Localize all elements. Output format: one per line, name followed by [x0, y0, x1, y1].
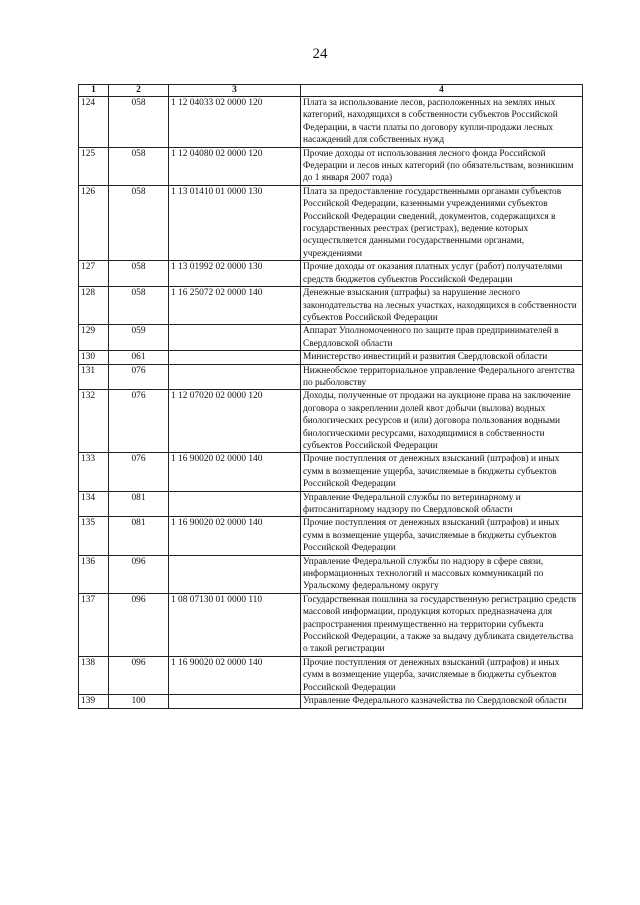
row-budget-code: 1 12 07020 02 0000 120 [169, 390, 301, 453]
row-description: Нижнеобское территориальное управление Федерального агентства по рыболовству [301, 364, 583, 390]
row-admin-code: 096 [109, 593, 169, 656]
row-description: Доходы, полученные от продажи на аукционе права на заключение договора о закреплении долей квот добычи (вылова) водных биологических ресурсов и (или) договора пользования водными биологическими ресурсами, находящимися в собственности субъектов Российской Федерации [301, 390, 583, 453]
table-row [79, 453, 583, 491]
row-admin-code: 076 [109, 453, 169, 491]
row-budget-code [169, 325, 301, 351]
row-budget-code: 1 12 04080 02 0000 120 [169, 147, 301, 185]
row-number: 135 [79, 517, 109, 555]
row-budget-code: 1 16 90020 02 0000 140 [169, 453, 301, 491]
row-description: Плата за предоставление государственными органами субъектов Российской Федерации, казенными учреждениями субъектов Российской Федерации сведений, документов, содержащихся в государственных реестрах (регистрах), ведение которых осуществляется данными государственными органами, учреждениями [301, 185, 583, 260]
row-number: 132 [79, 390, 109, 453]
row-budget-code [169, 351, 301, 364]
row-budget-code [169, 555, 301, 593]
row-admin-code: 059 [109, 325, 169, 351]
row-number: 127 [79, 261, 109, 287]
row-description: Управление Федерального казначейства по Свердловской области [301, 695, 583, 708]
column-header-description: 4 [301, 85, 583, 97]
table-row [79, 325, 583, 351]
table-row [79, 97, 583, 148]
table-row [79, 555, 583, 593]
table-row [79, 261, 583, 287]
row-number: 130 [79, 351, 109, 364]
row-number: 126 [79, 185, 109, 260]
row-budget-code: 1 16 90020 02 0000 140 [169, 656, 301, 694]
row-budget-code: 1 12 04033 02 0000 120 [169, 97, 301, 148]
page-number: 24 [312, 46, 328, 62]
row-admin-code: 058 [109, 97, 169, 148]
table-row [79, 147, 583, 185]
row-description: Прочие доходы от использования лесного фонда Российской Федерации и лесов иных категорий (по обязательствам, возникшим до 1 января 2007 года) [301, 147, 583, 185]
row-number: 125 [79, 147, 109, 185]
row-description: Аппарат Уполномоченного по защите прав предпринимателей в Свердловской области [301, 325, 583, 351]
row-admin-code: 096 [109, 555, 169, 593]
row-description: Прочие поступления от денежных взысканий (штрафов) и иных сумм в возмещение ущерба, зачисляемые в бюджеты субъектов Российской Федерации [301, 656, 583, 694]
table-row [79, 695, 583, 708]
row-admin-code: 058 [109, 261, 169, 287]
row-budget-code: 1 16 90020 02 0000 140 [169, 517, 301, 555]
row-description: Управление Федеральной службы по надзору в сфере связи, информационных технологий и массовых коммуникаций по Уральскому федеральному округу [301, 555, 583, 593]
column-header-admin-code: 2 [109, 85, 169, 97]
table-row [79, 351, 583, 364]
table-row [79, 364, 583, 390]
row-admin-code: 076 [109, 390, 169, 453]
table-row [79, 517, 583, 555]
row-budget-code: 1 13 01992 02 0000 130 [169, 261, 301, 287]
row-admin-code: 058 [109, 147, 169, 185]
row-admin-code: 076 [109, 364, 169, 390]
row-admin-code: 058 [109, 185, 169, 260]
row-number: 129 [79, 325, 109, 351]
column-header-budget-code: 3 [169, 85, 301, 97]
table-row [79, 390, 583, 453]
row-number: 137 [79, 593, 109, 656]
table-row [79, 491, 583, 517]
row-budget-code: 1 08 07130 01 0000 110 [169, 593, 301, 656]
row-admin-code: 096 [109, 656, 169, 694]
row-budget-code: 1 16 25072 02 0000 140 [169, 287, 301, 325]
row-number: 131 [79, 364, 109, 390]
row-description: Денежные взыскания (штрафы) за нарушение лесного законодательства на лесных участках, находящихся в собственности субъектов Российской Федерации [301, 287, 583, 325]
row-admin-code: 100 [109, 695, 169, 708]
table-row [79, 656, 583, 694]
row-description: Государственная пошлина за государственную регистрацию средств массовой информации, продукция которых предназначена для распространения преимущественно на территории субъекта Российской Федерации, а также за выдачу дубликата свидетельства о такой регистрации [301, 593, 583, 656]
row-admin-code: 081 [109, 517, 169, 555]
row-description: Прочие поступления от денежных взысканий (штрафов) и иных сумм в возмещение ущерба, зачисляемые в бюджеты субъектов Российской Федерации [301, 453, 583, 491]
row-number: 134 [79, 491, 109, 517]
row-number: 136 [79, 555, 109, 593]
row-number: 139 [79, 695, 109, 708]
row-description: Управление Федеральной службы по ветеринарному и фитосанитарному надзору по Свердловской области [301, 491, 583, 517]
table-row [79, 287, 583, 325]
row-admin-code: 061 [109, 351, 169, 364]
table-row [79, 593, 583, 656]
row-description: Плата за использование лесов, расположенных на землях иных категорий, находящихся в собственности субъектов Российской Федерации, в части платы по договору купли-продажи лесных насаждений для собственных нужд [301, 97, 583, 148]
row-number: 138 [79, 656, 109, 694]
row-budget-code [169, 364, 301, 390]
row-budget-code [169, 695, 301, 708]
table-header-row [79, 85, 583, 97]
row-admin-code: 081 [109, 491, 169, 517]
row-budget-code [169, 491, 301, 517]
row-number: 124 [79, 97, 109, 148]
row-number: 133 [79, 453, 109, 491]
revenue-codes-table [78, 84, 583, 709]
row-description: Прочие доходы от оказания платных услуг (работ) получателями средств бюджетов субъектов Российской Федерации [301, 261, 583, 287]
row-description: Министерство инвестиций и развития Свердловской области [301, 351, 583, 364]
row-description: Прочие поступления от денежных взысканий (штрафов) и иных сумм в возмещение ущерба, зачисляемые в бюджеты субъектов Российской Федерации [301, 517, 583, 555]
row-admin-code: 058 [109, 287, 169, 325]
row-number: 128 [79, 287, 109, 325]
table-row [79, 185, 583, 260]
column-header-number: 1 [79, 85, 109, 97]
row-budget-code: 1 13 01410 01 0000 130 [169, 185, 301, 260]
